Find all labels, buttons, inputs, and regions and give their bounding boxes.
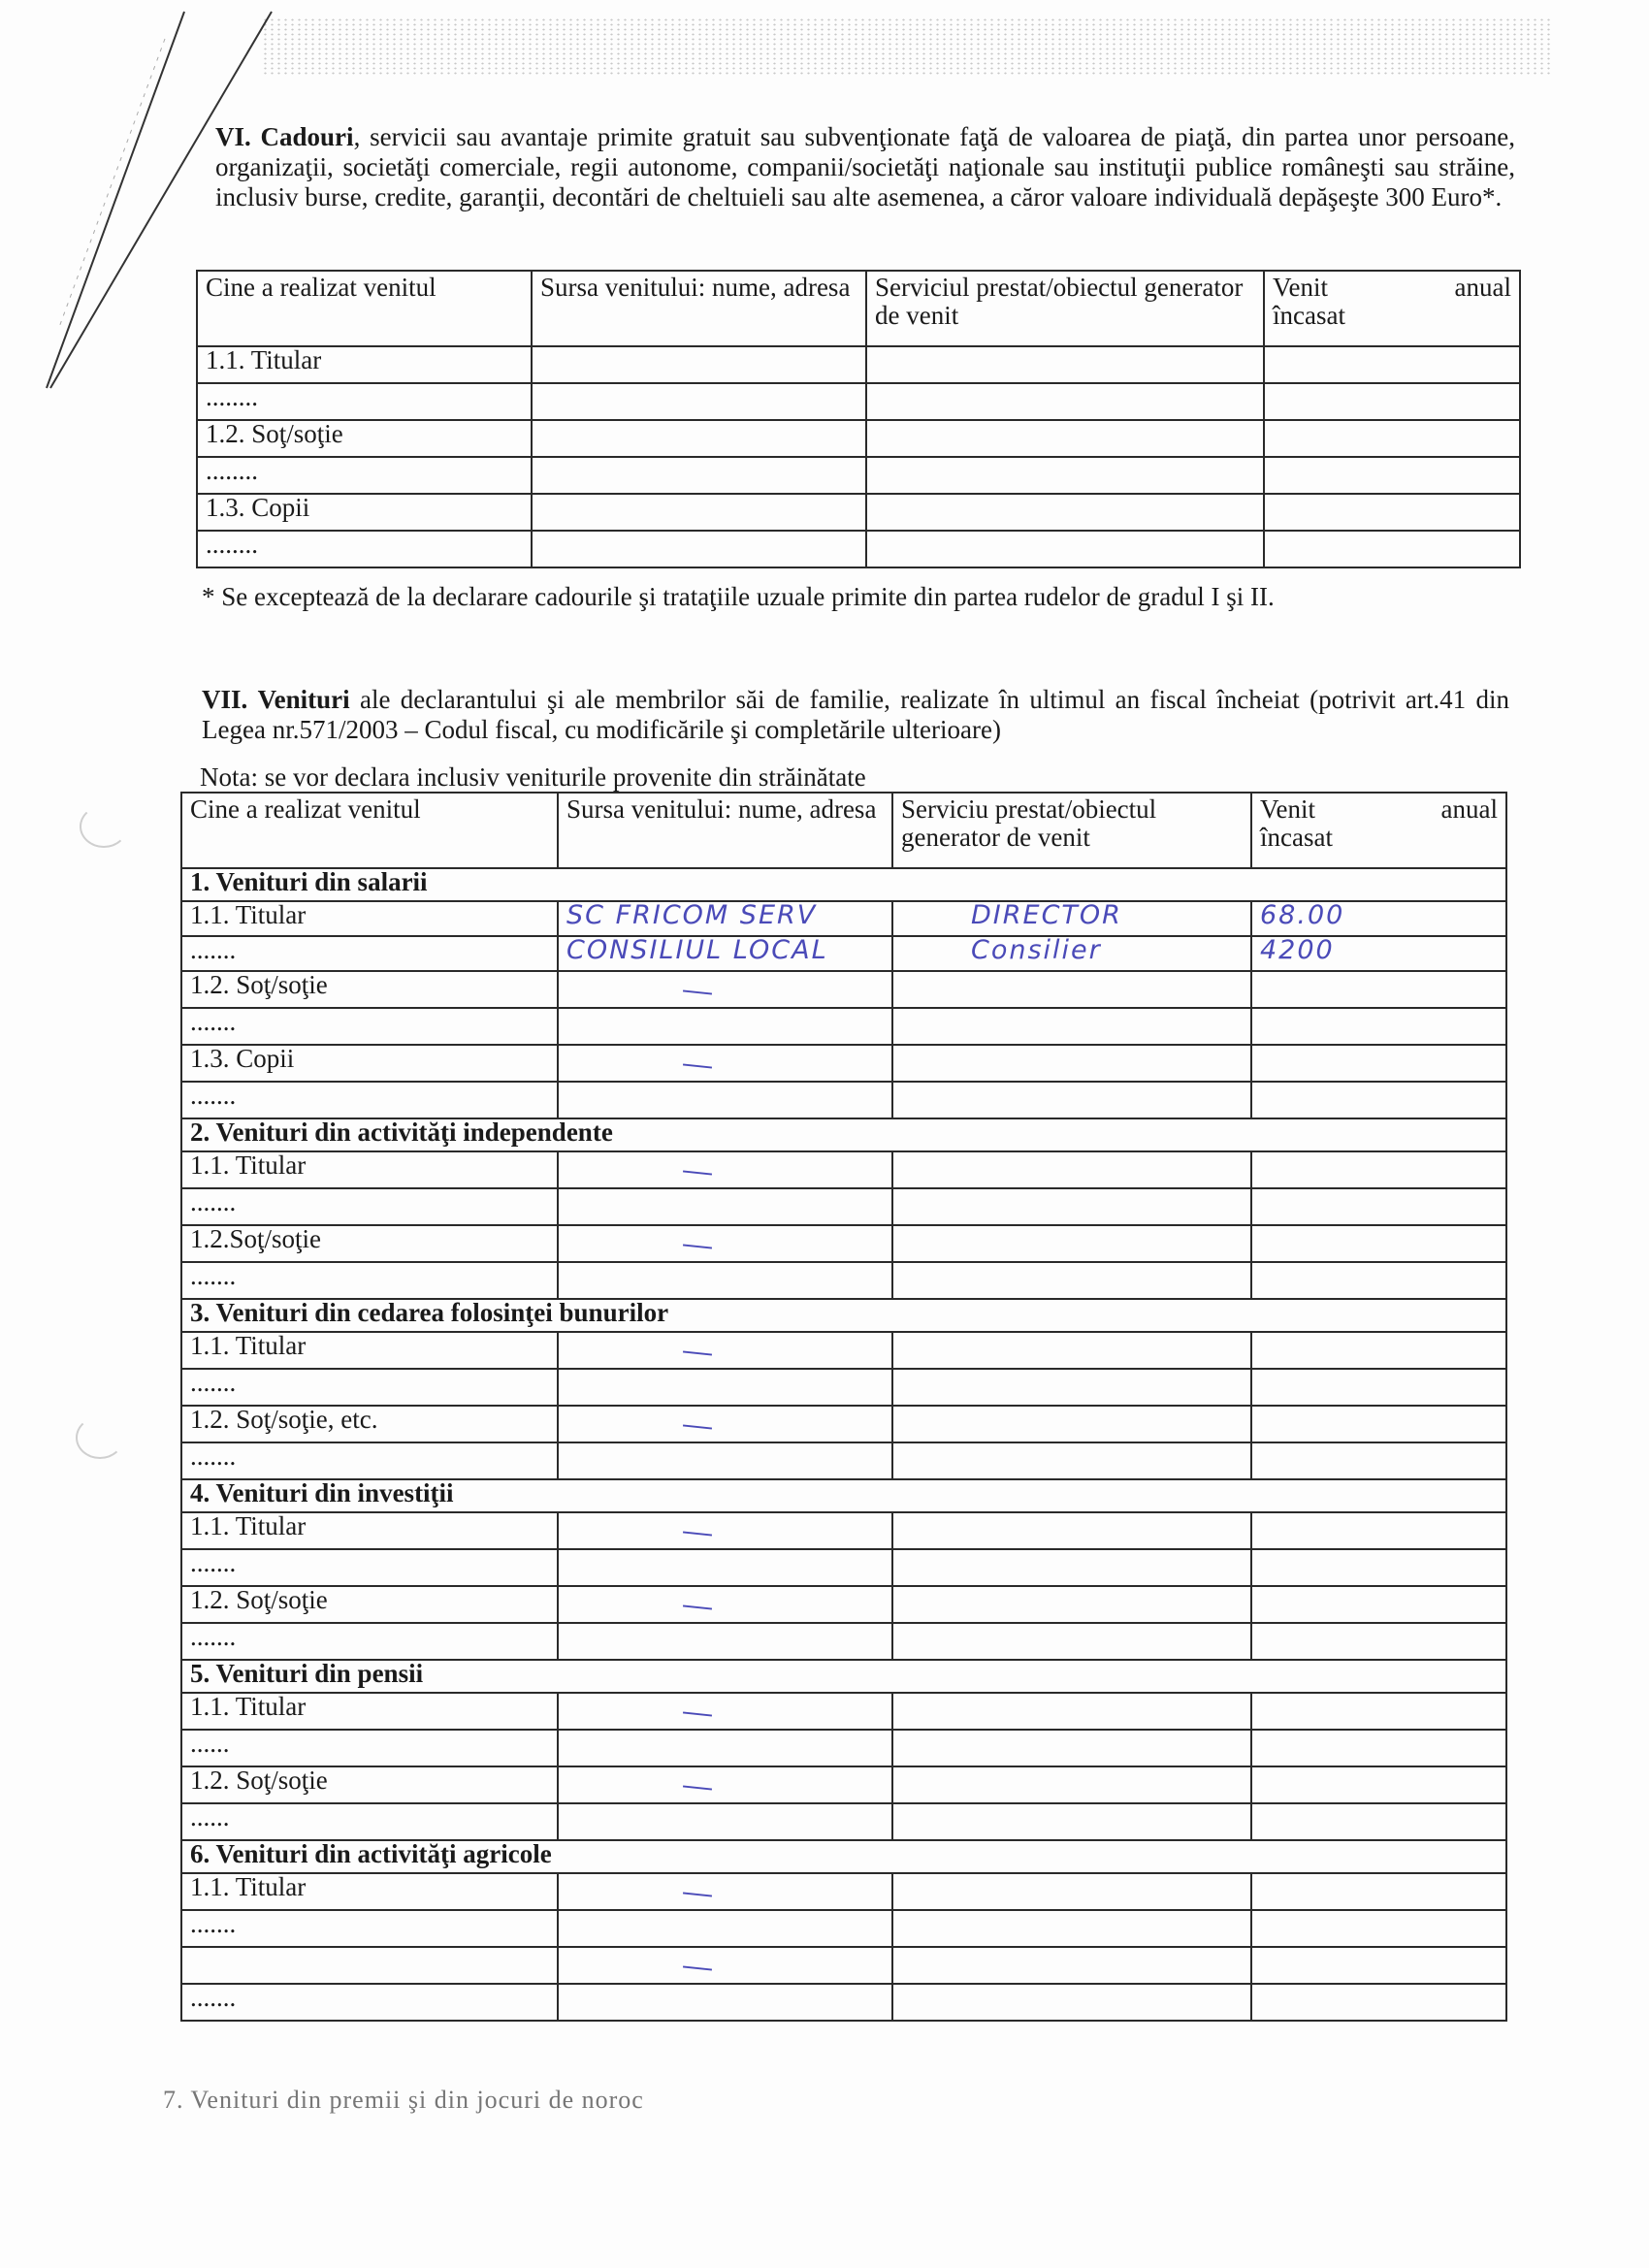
income-cell[interactable] [1251, 1693, 1506, 1730]
service-cell[interactable] [892, 1442, 1251, 1479]
table-row [181, 1766, 1506, 1803]
table-row [181, 1730, 1506, 1766]
section-vii-text: ale declarantului şi ale membrilor săi de familie, realizate în ultimul an fiscal încheiat (potrivit art.41 din Legea nr.571/2003 – Codul fiscal, cu modificările şi completările ulterioare) [202, 685, 1510, 744]
group-row [181, 1479, 1506, 1512]
service-cell[interactable] [892, 1188, 1251, 1225]
income-cell[interactable] [1251, 1910, 1506, 1947]
handwritten-service[interactable]: Consilier [892, 936, 1251, 971]
row-label: ....... [181, 1082, 558, 1118]
table-row [181, 1406, 1506, 1442]
gifts-footnote: * Se exceptează de la declarare cadourile şi trataţiile uzuale primite din partea rudelor de gradul I şi II. [202, 582, 1275, 611]
income-cell[interactable] [1251, 1406, 1506, 1442]
source-cell[interactable] [558, 1406, 892, 1442]
punch-hole [80, 805, 128, 848]
source-cell[interactable] [532, 346, 866, 383]
service-cell[interactable] [892, 1693, 1251, 1730]
section-vi-title: Cadouri [260, 122, 354, 151]
income-cell[interactable] [1251, 1873, 1506, 1910]
source-cell[interactable] [558, 1082, 892, 1118]
dash-mark [683, 1711, 712, 1716]
income-cell[interactable] [1264, 346, 1520, 383]
section-vii-intro [202, 685, 1509, 745]
service-cell[interactable] [892, 1225, 1251, 1262]
source-cell[interactable] [558, 1586, 892, 1623]
source-cell[interactable] [558, 1262, 892, 1299]
table-row [181, 1151, 1506, 1188]
row-label: ...... [181, 1730, 558, 1766]
income-cell[interactable] [1251, 971, 1506, 1008]
row-label: ....... [181, 1262, 558, 1299]
income-cell[interactable] [1251, 1586, 1506, 1623]
source-cell[interactable] [558, 1549, 892, 1586]
service-cell[interactable] [892, 971, 1251, 1008]
source-cell[interactable] [558, 1947, 892, 1984]
dash-mark [683, 1604, 712, 1609]
income-cell[interactable] [1251, 1947, 1506, 1984]
section-vi-number: VI. [215, 122, 251, 151]
dash-mark [683, 1063, 712, 1068]
group-title: 1. Venituri din salarii [181, 868, 1506, 901]
service-cell[interactable] [892, 1586, 1251, 1623]
row-label [181, 1947, 558, 1984]
source-cell[interactable] [558, 1873, 892, 1910]
income-cell[interactable] [1251, 1766, 1506, 1803]
source-cell[interactable] [558, 1045, 892, 1082]
income-cell[interactable] [1251, 1730, 1506, 1766]
row-label: ....... [181, 1188, 558, 1225]
section-vii-number: VII. [202, 685, 248, 714]
table-row [181, 1984, 1506, 2021]
handwritten-source[interactable]: CONSILIUL LOCAL [558, 936, 892, 971]
source-cell[interactable] [558, 1910, 892, 1947]
group-title: 3. Venituri din cedarea folosinţei bunurilor [181, 1299, 1506, 1332]
table-row [181, 971, 1506, 1008]
source-cell[interactable] [558, 1803, 892, 1840]
income-cell[interactable] [1264, 457, 1520, 494]
group-row [181, 1299, 1506, 1332]
source-cell[interactable] [558, 1442, 892, 1479]
header-service: Serviciu prestat/obiectul generator de venit [892, 793, 1251, 868]
income-table [180, 792, 1507, 2022]
truncated-section-7: 7. Venituri din premii şi din jocuri de noroc [163, 2086, 644, 2114]
table-row [181, 1947, 1506, 1984]
service-cell[interactable] [892, 1947, 1251, 1984]
service-cell[interactable] [892, 1766, 1251, 1803]
income-cell[interactable] [1251, 1442, 1506, 1479]
service-cell[interactable] [892, 1873, 1251, 1910]
row-label: 1.3. Copii [181, 1045, 558, 1082]
row-label: 1.2. Soţ/soţie, etc. [181, 1406, 558, 1442]
group-title: 2. Venituri din activităţi independente [181, 1118, 1506, 1151]
source-cell[interactable] [532, 494, 866, 531]
source-cell[interactable] [532, 420, 866, 457]
row-label: ........ [197, 383, 532, 420]
row-label: 1.2. Soţ/soţie [181, 1586, 558, 1623]
dash-mark [683, 1350, 712, 1355]
header-source: Sursa venitului: nume, adresa [558, 793, 892, 868]
table-row [197, 383, 1520, 420]
group-row [181, 1118, 1506, 1151]
row-label: 1.2. Soţ/soţie [181, 1766, 558, 1803]
dash-mark [683, 1965, 712, 1970]
dash-mark [683, 989, 712, 994]
source-cell[interactable] [558, 1332, 892, 1369]
service-cell[interactable] [892, 1332, 1251, 1369]
row-label: ........ [197, 457, 532, 494]
header-who: Cine a realizat venitul [197, 271, 532, 346]
income-cell[interactable] [1264, 531, 1520, 567]
handwritten-income[interactable]: 4200 [1251, 936, 1506, 971]
group-title: 5. Venituri din pensii [181, 1660, 1506, 1693]
row-label: ....... [181, 1549, 558, 1586]
dash-mark [683, 1424, 712, 1429]
source-cell[interactable] [558, 1225, 892, 1262]
income-cell[interactable] [1251, 1151, 1506, 1188]
service-cell[interactable] [866, 494, 1264, 531]
row-label: 1.1. Titular [181, 1512, 558, 1549]
service-cell[interactable] [892, 1803, 1251, 1840]
row-label: ....... [181, 936, 558, 971]
income-cell[interactable] [1251, 1082, 1506, 1118]
source-cell[interactable] [558, 1512, 892, 1549]
row-label: ....... [181, 1910, 558, 1947]
source-cell[interactable] [532, 531, 866, 567]
dash-mark [683, 1785, 712, 1790]
service-cell[interactable] [866, 383, 1264, 420]
income-cell[interactable] [1251, 1332, 1506, 1369]
source-cell[interactable] [558, 1008, 892, 1045]
service-cell[interactable] [866, 531, 1264, 567]
service-cell[interactable] [892, 1082, 1251, 1118]
service-cell[interactable] [892, 1406, 1251, 1442]
table-row [181, 1008, 1506, 1045]
table-row [181, 1188, 1506, 1225]
source-cell[interactable] [558, 1730, 892, 1766]
income-cell[interactable] [1251, 1225, 1506, 1262]
section-vi-text: , servicii sau avantaje primite gratuit sau subvenţionate faţă de valoarea de piaţă, din partea unor persoane, organizaţii, societăţi comerciale, regii autonome, companii/societăţi naţionale sau instituţii publice româneşti sau străine, inclusiv burse, credite, garanţii, decontări de cheltuieli sau alte asemenea, a căror valoare individuală depăşeşte 300 Euro*. [215, 122, 1516, 211]
income-cell[interactable] [1251, 1984, 1506, 2021]
income-cell[interactable] [1251, 1008, 1506, 1045]
table-row [181, 1045, 1506, 1082]
source-cell[interactable] [558, 1369, 892, 1406]
source-cell[interactable] [558, 1693, 892, 1730]
header-income: Venit anual încasat [1251, 793, 1506, 868]
income-cell[interactable] [1251, 1188, 1506, 1225]
table-row [181, 936, 1506, 971]
service-cell[interactable] [892, 1549, 1251, 1586]
service-cell[interactable] [892, 1008, 1251, 1045]
header-who: Cine a realizat venitul [181, 793, 558, 868]
income-cell[interactable] [1251, 1803, 1506, 1840]
table-row [197, 531, 1520, 567]
table-row [181, 1873, 1506, 1910]
income-cell[interactable] [1264, 420, 1520, 457]
table-row [181, 1225, 1506, 1262]
table-row [181, 1693, 1506, 1730]
source-cell[interactable] [558, 1984, 892, 2021]
row-label: ....... [181, 1442, 558, 1479]
income-cell[interactable] [1251, 1549, 1506, 1586]
row-label: ....... [181, 1008, 558, 1045]
row-label: 1.3. Copii [197, 494, 532, 531]
row-label: ....... [181, 1369, 558, 1406]
service-cell[interactable] [892, 1262, 1251, 1299]
income-cell[interactable] [1251, 1045, 1506, 1082]
dash-mark [683, 1244, 712, 1248]
source-cell[interactable] [532, 383, 866, 420]
service-cell[interactable] [892, 1623, 1251, 1660]
income-cell[interactable] [1251, 1512, 1506, 1549]
dash-mark [683, 1170, 712, 1175]
group-row [181, 868, 1506, 901]
section-vii-nota: Nota: se vor declara inclusiv veniturile provenite din străinătate [200, 762, 866, 792]
row-label: 1.1. Titular [197, 346, 532, 383]
table-row [181, 1586, 1506, 1623]
table-row [181, 901, 1506, 936]
service-cell[interactable] [892, 1512, 1251, 1549]
header-source: Sursa venitului: nume, adresa [532, 271, 866, 346]
handwritten-source[interactable]: SC FRICOM SERV [558, 901, 892, 936]
table-row [181, 1082, 1506, 1118]
table-row [181, 1332, 1506, 1369]
table-row [197, 457, 1520, 494]
section-vii-title: Venituri [257, 685, 350, 714]
income-cell[interactable] [1251, 1262, 1506, 1299]
income-cell[interactable] [1264, 494, 1520, 531]
source-cell[interactable] [558, 1623, 892, 1660]
table-row [181, 1623, 1506, 1660]
table-row [181, 1549, 1506, 1586]
table-row [197, 494, 1520, 531]
income-cell[interactable] [1251, 1369, 1506, 1406]
service-cell[interactable] [892, 1910, 1251, 1947]
group-row [181, 1840, 1506, 1873]
group-row [181, 1660, 1506, 1693]
header-service: Serviciul prestat/obiectul generator de venit [866, 271, 1264, 346]
source-cell[interactable] [558, 1151, 892, 1188]
punch-hole [76, 1416, 124, 1459]
table-row [181, 1442, 1506, 1479]
table-row [181, 1369, 1506, 1406]
service-cell[interactable] [892, 1151, 1251, 1188]
table-row [197, 346, 1520, 383]
table-header-row [181, 793, 1506, 868]
income-cell[interactable] [1251, 1623, 1506, 1660]
service-cell[interactable] [866, 420, 1264, 457]
table-row [181, 1262, 1506, 1299]
row-label: 1.1. Titular [181, 1693, 558, 1730]
table-row [181, 1910, 1506, 1947]
source-cell[interactable] [558, 971, 892, 1008]
handwritten-income[interactable]: 68.00 [1251, 901, 1506, 936]
gifts-table [196, 270, 1521, 568]
service-cell[interactable] [892, 1730, 1251, 1766]
row-label: ....... [181, 1984, 558, 2021]
group-title: 4. Venituri din investiţii [181, 1479, 1506, 1512]
service-cell[interactable] [892, 1984, 1251, 2021]
row-label: ...... [181, 1803, 558, 1840]
income-cell[interactable] [1264, 383, 1520, 420]
row-label: ........ [197, 531, 532, 567]
service-cell[interactable] [892, 1369, 1251, 1406]
source-cell[interactable] [532, 457, 866, 494]
row-label: ....... [181, 1623, 558, 1660]
row-label: 1.2. Soţ/soţie [181, 971, 558, 1008]
source-cell[interactable] [558, 1766, 892, 1803]
header-income: Venit anual încasat [1264, 271, 1520, 346]
section-vi-intro [215, 122, 1515, 212]
service-cell[interactable] [892, 1045, 1251, 1082]
table-row [197, 420, 1520, 457]
group-title: 6. Venituri din activităţi agricole [181, 1840, 1506, 1873]
row-label: 1.1. Titular [181, 901, 558, 936]
row-label: 1.2. Soţ/soţie [197, 420, 532, 457]
table-row [181, 1512, 1506, 1549]
row-label: 1.2.Soţ/soţie [181, 1225, 558, 1262]
handwritten-service[interactable]: DIRECTOR [892, 901, 1251, 936]
service-cell[interactable] [866, 346, 1264, 383]
table-header-row [197, 271, 1520, 346]
row-label: 1.1. Titular [181, 1873, 558, 1910]
dash-mark [683, 1531, 712, 1536]
row-label: 1.1. Titular [181, 1151, 558, 1188]
row-label: 1.1. Titular [181, 1332, 558, 1369]
table-row [181, 1803, 1506, 1840]
service-cell[interactable] [866, 457, 1264, 494]
source-cell[interactable] [558, 1188, 892, 1225]
dash-mark [683, 1892, 712, 1896]
scan-noise [262, 17, 1552, 76]
